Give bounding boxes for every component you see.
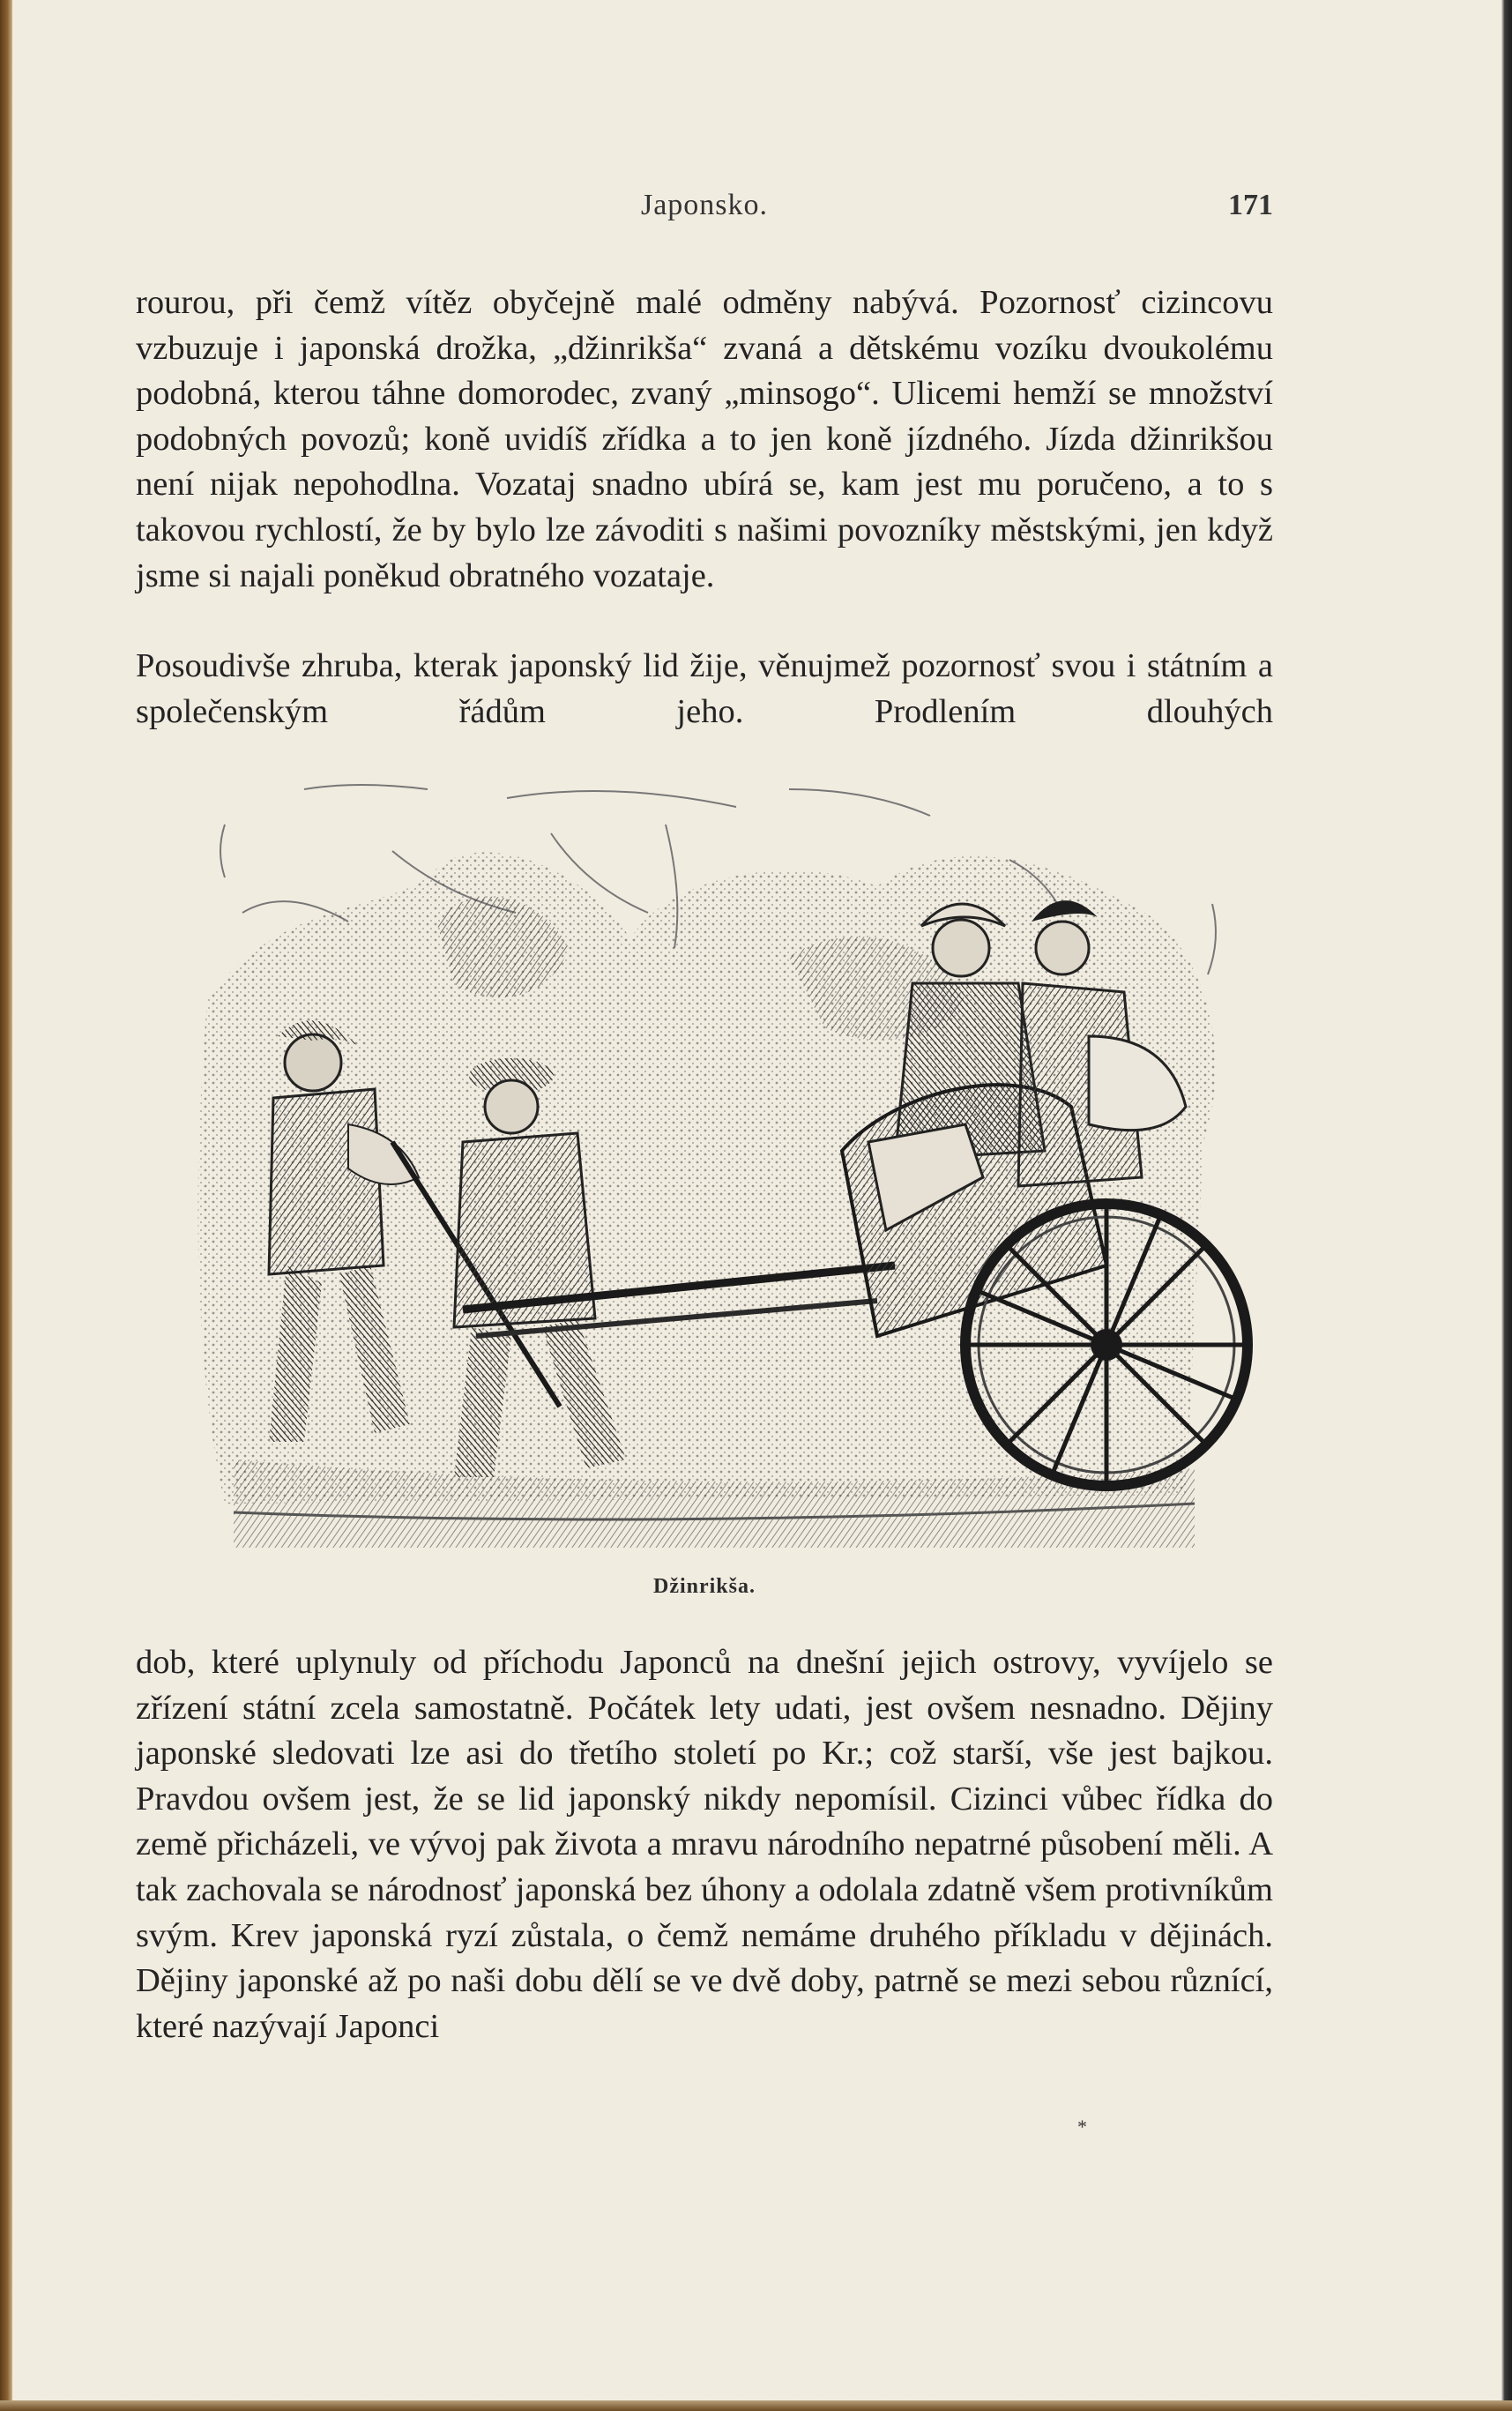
signature-mark: * [1077, 2116, 1087, 2138]
scan-bottom-edge [0, 2400, 1512, 2411]
running-head: Japonsko. [640, 189, 769, 221]
paragraph-2: Posoudivše zhruba, kterak japonský lid žije, věnujmež pozornosť svou i státním a společenským řádům jeho. Prodlením dlouhých [136, 647, 1273, 730]
page-header [136, 189, 1273, 233]
book-spine-edge [0, 0, 12, 2411]
scan-right-edge [1501, 0, 1512, 2411]
rickshaw-wheel [965, 1204, 1248, 1486]
figure-caption: Džinrikša. [652, 1575, 756, 1598]
rickshaw-engraving [172, 772, 1270, 1565]
paragraph-3: dob, které uplynuly od příchodu Japonců na dnešní jejich ostrovy, vyvíjelo se zřízení státní zcela samostatně. Počátek lety udati, jest ovšem nesnadno. Dějiny japonské sledovati lze asi do třetího století po Kr.; což starší, vše jest bajkou. Pravdou ovšem jest, že se lid japonský nikdy nepomísil. Cizinci vůbec řídka do země přicházeli, ve vývoj pak života a mravu národního nepatrné působení měli. A tak zachovala se národnosť japonská bez úhony a odolala zdatně všem protivníkům svým. Krev japonská ryzí zůstala, o čemž nemáme druhého příkladu v dějinách. Dějiny japonské až po naši dobu dělí se ve dvě doby, patrně se mezi sebou různící, které nazývají Japonci [136, 1644, 1273, 2045]
paragraph-1: rourou, při čemž vítěz obyčejně malé odměny nabývá. Pozornosť cizincovu vzbuzuje i japonská drožka, „džinrikša“ zvaná a dětskému vozíku dvoukolému podobná, kterou táhne domorodec, zvaný „minsogo“. Ulicemi hemží se množství podobných povozů; koně uvidíš zřídka a to jen koně jízdného. Jízda džinrikšou není nijak nepohodlna. Vozataj snadno ubírá se, kam jest mu poručeno, a to s takovou rychlostí, že by bylo lze závoditi s našimi povozníky městskými, jen když jsme si najali poněkud obratného vozataje. [136, 284, 1273, 594]
page-number: 171 [1228, 189, 1273, 221]
